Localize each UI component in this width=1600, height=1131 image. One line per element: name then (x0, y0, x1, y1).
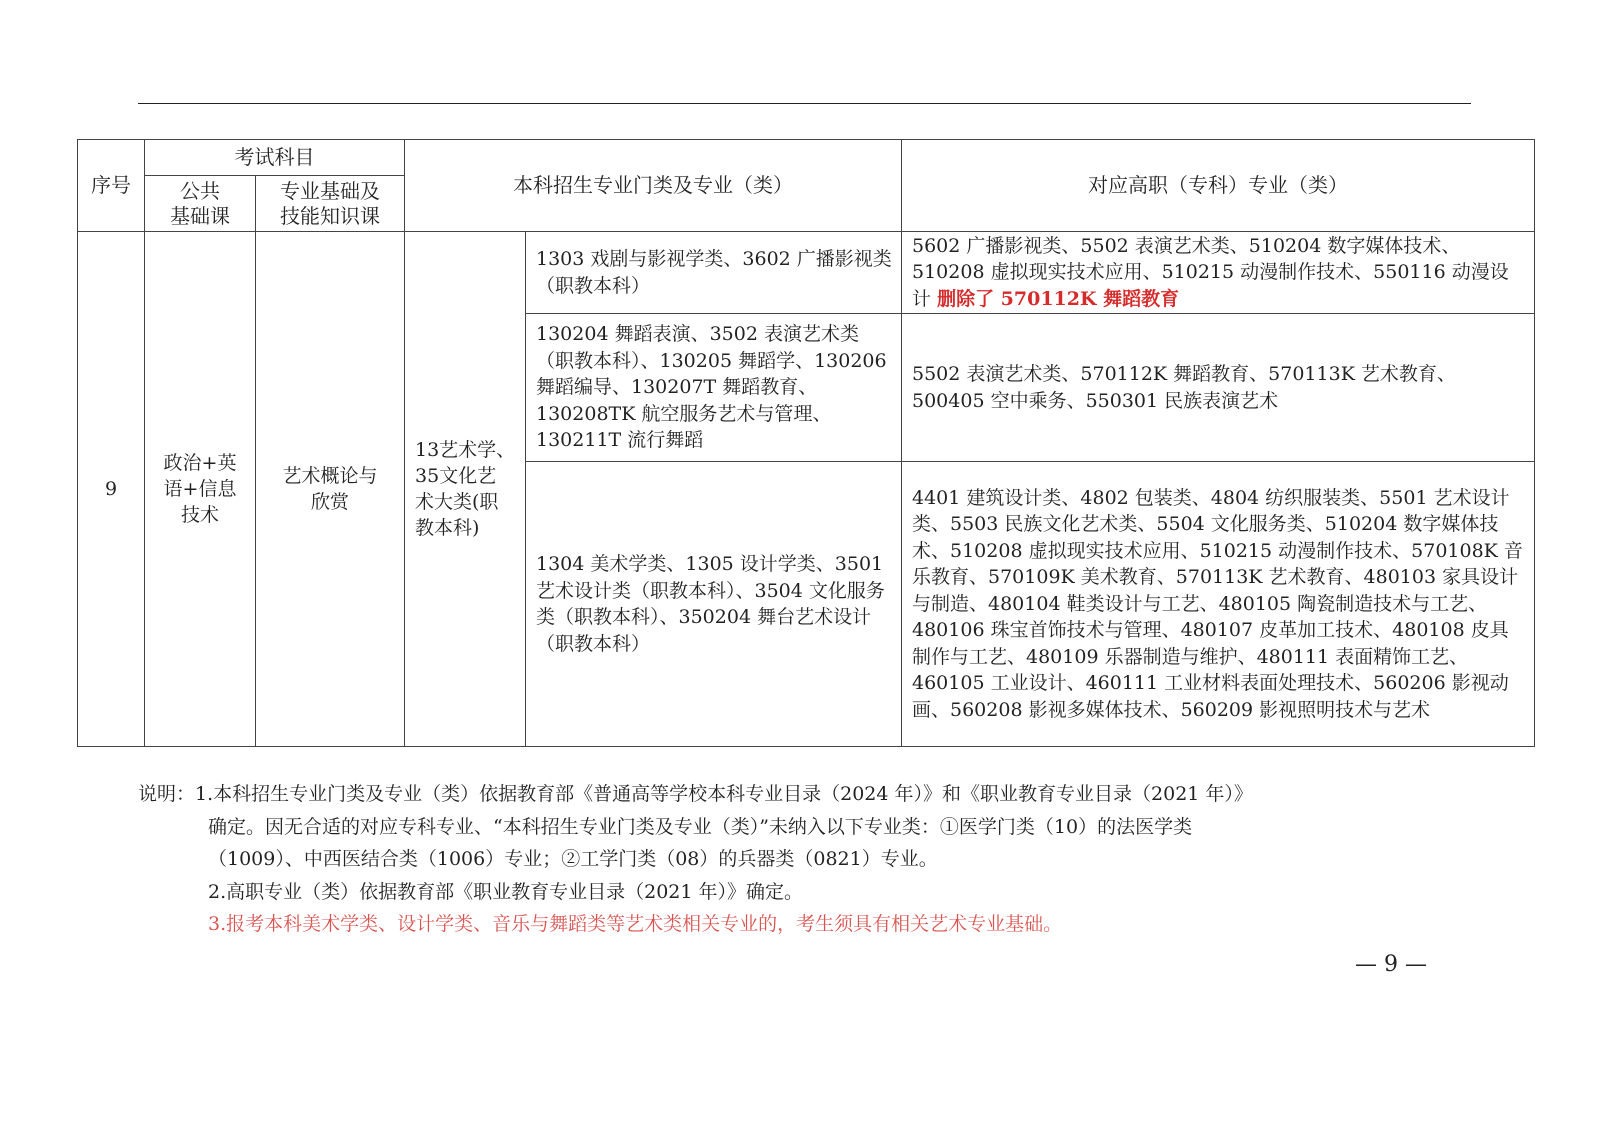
page-number: — 9 — (1355, 952, 1427, 977)
header-major-course: 专业基础及 技能知识课 (256, 176, 405, 232)
row-category: 13艺术学、 35文化艺 术大类(职 教本科) (405, 232, 526, 747)
undergrad-cell-2: 130204 舞蹈表演、3502 表演艺术类（职教本科）、130205 舞蹈学、130206 舞蹈编导、130207T 舞蹈教育、130208TK 航空服务艺术与管理、130211T 流行舞蹈 (526, 314, 902, 462)
note-line-5: 3.报考本科美术学类、设计学类、音乐与舞蹈类等艺术类相关专业的，考生须具有相关艺术专业基础。 (208, 913, 1063, 935)
vocational-text-1: 5602 广播影视类、5502 表演艺术类、510204 数字媒体技术、510208 虚拟现实技术应用、510215 动漫制作技术、550116 动漫设计 (912, 234, 1509, 310)
row-seq: 9 (78, 232, 145, 747)
vocational-cell-2: 5502 表演艺术类、570112K 舞蹈教育、570113K 艺术教育、500405 空中乘务、550301 民族表演艺术 (902, 314, 1535, 462)
header-seq: 序号 (78, 140, 145, 232)
note-line-2: 确定。因无合适的对应专科专业、“本科招生专业门类及专业（类）”未纳入以下专业类：①医学门类（10）的法医学类 (208, 815, 1193, 838)
header-exam-subjects: 考试科目 (145, 140, 405, 176)
note-line-1: 说明：1.本科招生专业门类及专业（类）依据教育部《普通高等学校本科专业目录（2024 年）》和《职业教育专业目录（2021 年）》 (138, 783, 1253, 805)
vocational-cell-3: 4401 建筑设计类、4802 包装类、4804 纺织服装类、5501 艺术设计类、5503 民族文化艺术类、5504 文化服务类、510204 数字媒体技术、510208 虚拟现实技术应用、510215 动漫制作技术、570108K 音乐教育、570109K 美术教育、570113K 艺术教育、480103 家具设计与制造、480104 鞋类设计与工艺、480105 陶瓷制造技术与工艺、480106 珠宝首饰技术与管理、480107 皮革加工技术、480108 皮具制作与工艺、480109 乐器制造与维护、480111 表面精饰工艺、460105 工业设计、460111 工业材料表面处理技术、560206 影视动画、560208 影视多媒体技术、560209 影视照明技术与艺术 (902, 462, 1535, 747)
deleted-note: 删除了 570112K 舞蹈教育 (937, 287, 1180, 310)
header-undergrad-major: 本科招生专业门类及专业（类） (405, 140, 902, 232)
header-vocational-major: 对应高职（专科）专业（类） (902, 140, 1535, 232)
row-major-course: 艺术概论与 欣赏 (256, 232, 405, 747)
undergrad-cell-1: 1303 戏剧与影视学类、3602 广播影视类（职教本科） (526, 232, 902, 314)
header-rule (138, 103, 1471, 104)
row-public-course: 政治+英 语+信息 技术 (145, 232, 256, 747)
vocational-cell-1 (902, 232, 1535, 314)
admission-table (77, 139, 1535, 747)
undergrad-cell-3: 1304 美术学类、1305 设计学类、3501 艺术设计类（职教本科）、3504 文化服务类（职教本科）、350204 舞台艺术设计（职教本科） (526, 462, 902, 747)
notes-block (138, 778, 1458, 941)
note-line-3: （1009）、中西医结合类（1006）专业；②工学门类（08）的兵器类（0821）专业。 (208, 848, 938, 870)
header-public-course: 公共 基础课 (145, 176, 256, 232)
note-line-4: 2.高职专业（类）依据教育部《职业教育专业目录（2021 年）》确定。 (208, 880, 804, 903)
